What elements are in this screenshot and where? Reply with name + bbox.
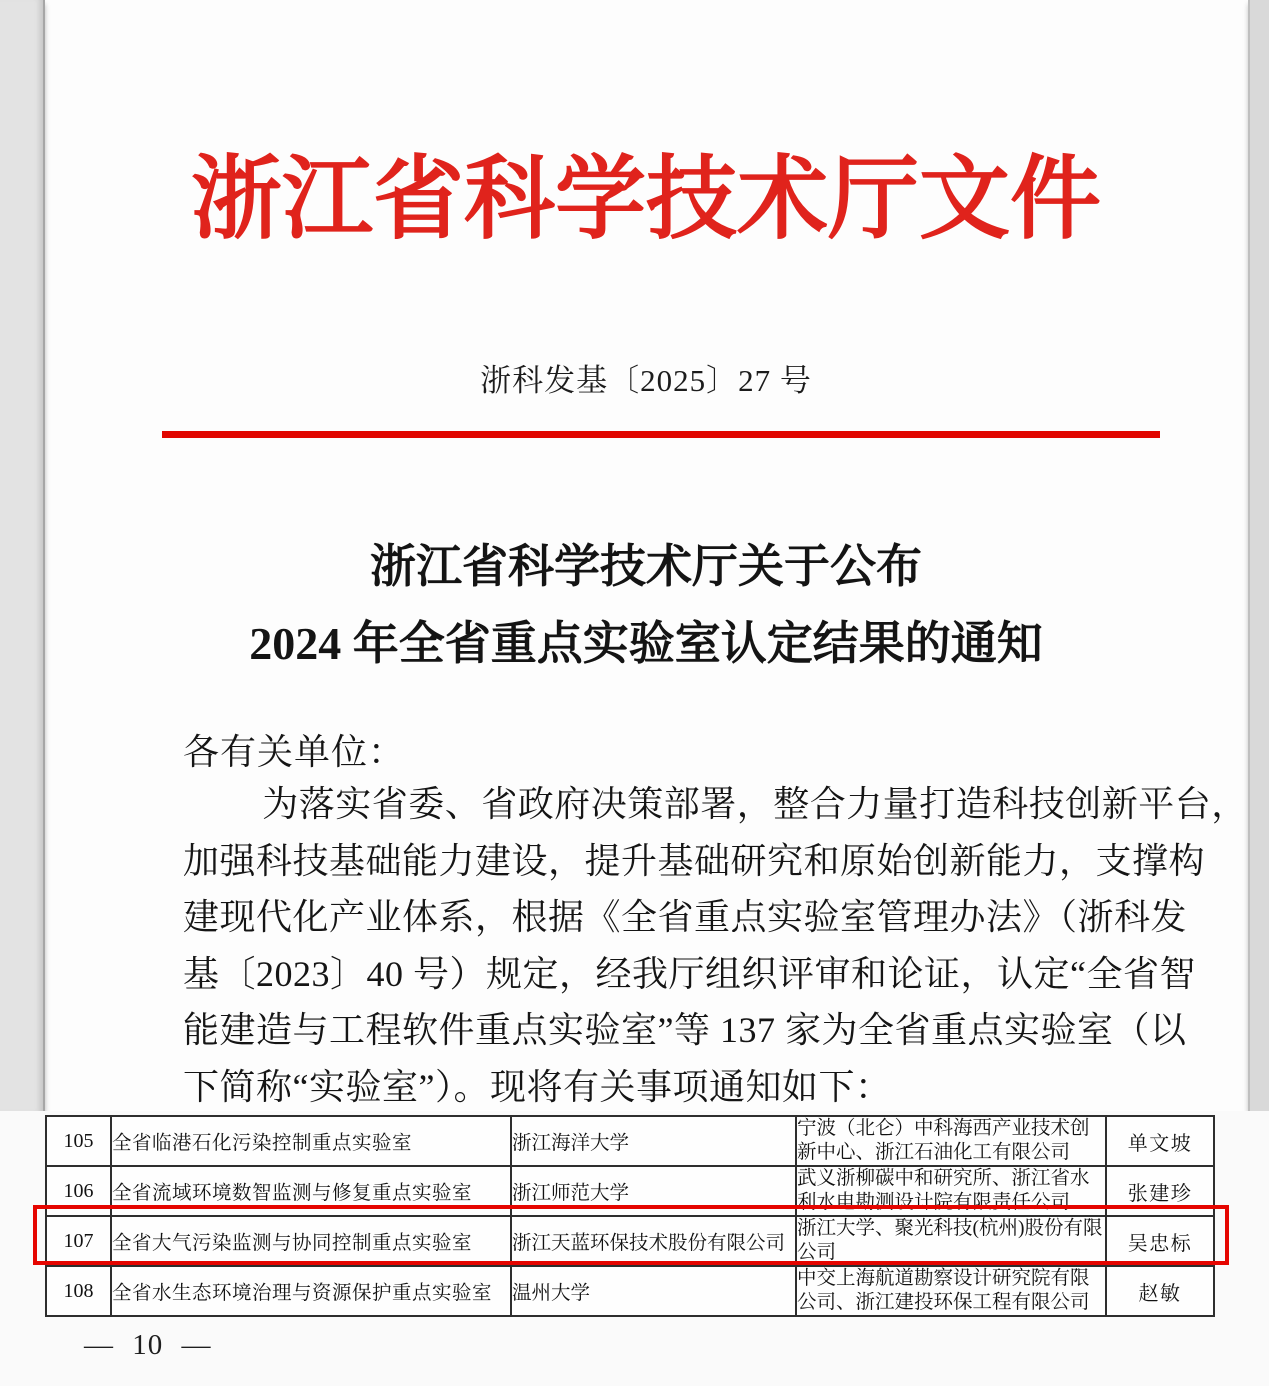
table-row [46, 1266, 1214, 1316]
director-cell: 赵敏 [1106, 1266, 1214, 1316]
director-cell: 吴忠标 [1106, 1216, 1214, 1266]
right-page-margin [1248, 0, 1269, 1111]
page-number: — 10 — [84, 1329, 212, 1361]
notice-title-line1: 浙江省科学技术厅关于公布 [370, 541, 922, 592]
row-number-cell: 105 [46, 1116, 111, 1166]
table-row [46, 1116, 1214, 1166]
highlight-box [33, 1205, 1229, 1265]
institution-cell: 浙江师范大学 [511, 1166, 796, 1216]
paragraph-line: 为落实省委、省政府决策部署，整合力量打造科技创新平台， [262, 784, 1248, 824]
partners-cell: 浙江大学、聚光科技(杭州)股份有限公司 [796, 1216, 1106, 1266]
paragraph-line: 加强科技基础能力建设，提升基础研究和原始创新能力，支撑构 [183, 840, 1206, 881]
institution-cell: 浙江天蓝环保技术股份有限公司 [511, 1216, 796, 1266]
notice-title [44, 528, 1248, 682]
institution-cell: 浙江海洋大学 [511, 1116, 796, 1166]
paragraph-line: 能建造与工程软件重点实验室”等 137 家为全省重点实验室（以 [183, 1010, 1187, 1050]
letterhead-title: 浙江省科学技术厅文件 [190, 149, 1101, 250]
partners-cell: 中交上海航道勘察设计研究院有限公司、浙江建投环保工程有限公司 [796, 1266, 1106, 1316]
body-paragraph [183, 776, 1248, 1115]
paragraph-line: 建现代化产业体系，根据《全省重点实验室管理办法》（浙科发 [183, 897, 1188, 937]
red-separator-line [162, 431, 1160, 438]
row-number-cell: 106 [46, 1166, 111, 1216]
director-cell: 单文坡 [1106, 1116, 1214, 1166]
row-number-cell: 108 [46, 1266, 111, 1316]
paragraph-line: 下简称“实验室”）。现将有关事项通知如下： [183, 1066, 892, 1107]
doc-number: 浙科发基〔2025〕27 号 [480, 363, 812, 398]
partners-cell: 宁波（北仑）中科海西产业技术创新中心、浙江石油化工有限公司 [796, 1116, 1106, 1166]
salutation: 各有关单位： [183, 732, 406, 772]
row-number-cell: 107 [46, 1216, 111, 1266]
lab-name-cell: 全省临港石化污染控制重点实验室 [111, 1116, 511, 1166]
notice-title-line2: 2024 年全省重点实验室认定结果的通知 [249, 618, 1043, 669]
left-page-margin [0, 0, 45, 1111]
lab-name-cell: 全省水生态环境治理与资源保护重点实验室 [111, 1266, 511, 1316]
paragraph-line: 基〔2023〕40 号）规定，经我厅组织评审和论证，认定“全省智 [183, 953, 1196, 994]
institution-cell: 温州大学 [511, 1266, 796, 1316]
lab-name-cell: 全省大气污染监测与协同控制重点实验室 [111, 1216, 511, 1266]
lab-name-cell: 全省流域环境数智监测与修复重点实验室 [111, 1166, 511, 1216]
partners-cell: 武义浙柳碳中和研究所、浙江省水利水电勘测设计院有限责任公司 [796, 1166, 1106, 1216]
director-cell: 张建珍 [1106, 1166, 1214, 1216]
